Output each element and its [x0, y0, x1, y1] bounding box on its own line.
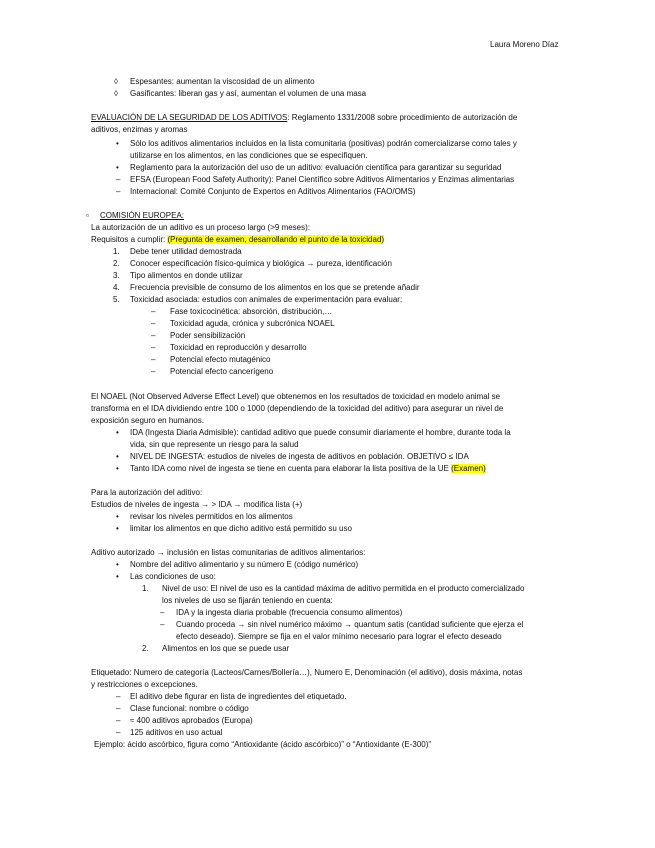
requirement-item: Debe tener utilidad demostrada [130, 247, 242, 256]
dash-icon: – [151, 331, 156, 340]
evaluation-bullet: Sólo los aditivos alimentarios incluidos en la lista comunitaria (positivas) podrán comercializarse como tales y [130, 139, 517, 148]
evaluation-bullet: Reglamento para la autorización del uso de un aditivo: evaluación científica para garantizar su seguridad [130, 163, 502, 172]
noael-line: exposición seguro en humanos. [91, 416, 204, 425]
toxicity-item: Poder sensibilización [170, 331, 246, 340]
intro-item: Espesantes: aumentan la viscosidad de un alimento [130, 77, 315, 86]
bullet-icon: • [116, 572, 119, 581]
dash-icon: – [160, 608, 165, 617]
dash-icon: – [151, 367, 156, 376]
noael-bullet: NIVEL DE INGESTA: estudios de niveles de ingesta de aditivos en población. OBJETIVO ≤ IDA [130, 452, 469, 461]
authorization-bullet: limitar los alimentos en que dicho aditivo está permitido su uso [130, 524, 352, 533]
dash-icon: – [151, 307, 156, 316]
labeling-dash: ≈ 400 aditivos aprobados (Europa) [130, 716, 253, 725]
labeling-line: Etiquetado: Numero de categoría (Lacteos/Carnes/Bollería…), Numero E, Denominación (el aditivo), dosis máxima, notas [91, 668, 523, 677]
square-icon: ▫ [86, 211, 89, 220]
number-marker: 5. [113, 295, 120, 304]
bullet-icon: • [116, 464, 119, 473]
condition-item: los niveles de uso se fijarán teniendo en cuenta: [162, 596, 333, 605]
noael-bullet: IDA (Ingesta Diaria Admisible): cantidad aditivo que puede consumir diariamente el hombre, durante toda la [130, 428, 511, 437]
toxicity-item: Potencial efecto cancerígeno [170, 367, 274, 376]
exam-highlight: (Examen) [451, 464, 486, 473]
bullet-icon: • [116, 428, 119, 437]
dash-icon: – [151, 355, 156, 364]
number-marker: 2. [142, 644, 149, 653]
bullet-icon: • [116, 524, 119, 533]
toxicity-item: Toxicidad en reproducción y desarrollo [170, 343, 307, 352]
diamond-icon: ◊ [114, 89, 118, 98]
dash-icon: – [116, 692, 121, 701]
authorization-line: Para la autorización del aditivo: [91, 488, 203, 497]
diamond-icon: ◊ [114, 77, 118, 86]
condition-item: Cuando proceda → sin nivel numérico máximo → quantum satis (cantidad suficiente que ejerza el [176, 620, 524, 629]
dash-icon: – [116, 187, 121, 196]
bullet-icon: • [116, 512, 119, 521]
dash-icon: – [116, 704, 121, 713]
bullet-icon: • [116, 163, 119, 172]
labeling-example: Ejemplo: ácido ascórbico, figura como “Antioxidante (ácido ascórbico)” o “Antioxidante (E-300)” [94, 740, 432, 749]
evaluation-dash: EFSA (European Food Safety Authority): Panel Científico sobre Aditivos Alimentarios y Enzimas alimentarias [130, 175, 515, 184]
bullet-icon: • [116, 560, 119, 569]
number-marker: 1. [142, 584, 149, 593]
authorization-line: Estudios de niveles de ingesta → > IDA → modifica lista (+) [91, 500, 303, 509]
evaluation-title: EVALUACIÓN DE LA SEGURIDAD DE LOS ADITIVOS [91, 113, 288, 122]
toxicity-item: Potencial efecto mutagénico [170, 355, 271, 364]
authorized-bullet: Las condiciones de uso: [130, 572, 216, 581]
evaluation-bullet: utilizarse en los alimentos, en las condiciones que se especifiquen. [130, 151, 368, 160]
number-marker: 1. [113, 247, 120, 256]
noael-bullet: Tanto IDA como nivel de ingesta se tiene en cuenta para elaborar la lista positiva de la UE (Examen) [130, 464, 486, 473]
authorized-line: Aditivo autorizado → inclusión en listas comunitarias de aditivos alimentarios: [91, 548, 366, 557]
dash-icon: – [151, 343, 156, 352]
dash-icon: – [151, 319, 156, 328]
labeling-dash: El aditivo debe figurar en lista de ingredientes del etiquetado. [130, 692, 347, 701]
bullet-icon: • [116, 139, 119, 148]
bullet-icon: • [116, 452, 119, 461]
intro-item: Gasificantes: liberan gas y así, aumentan el volumen de una masa [130, 89, 367, 98]
exam-highlight: (Pregunta de examen, desarrollando el punto de la toxicidad) [167, 235, 385, 244]
requirement-item: Tipo alimentos en donde utilizar [130, 271, 243, 280]
number-marker: 2. [113, 259, 120, 268]
number-marker: 4. [113, 283, 120, 292]
number-marker: 3. [113, 271, 120, 280]
evaluation-dash: Internacional: Comité Conjunto de Expertos en Aditivos Alimentarios (FAO/OMS) [130, 187, 416, 196]
noael-line: El NOAEL (Not Observed Adverse Effect Level) que obtenemos en los resultados de toxicidad en modelo animal se [91, 392, 501, 401]
condition-item: efecto deseado). Siempre se fija en el valor mínimo necesario para lograr el efecto deseado [176, 632, 502, 641]
requirement-item: Toxicidad asociada: estudios con animales de experimentación para evaluar: [130, 295, 403, 304]
authorized-bullet: Nombre del aditivo alimentario y su número E (código numérico) [130, 560, 359, 569]
labeling-line: y restricciones o excepciones. [91, 680, 198, 689]
noael-line: transforma en el IDA dividiendo entre 100 o 1000 (dependiendo de la toxicidad del aditivo) para asegurar un nivel de [91, 404, 504, 413]
authorization-bullet: revisar los niveles permitidos en los alimentos [130, 512, 293, 521]
toxicity-item: Fase toxicocinética: absorción, distribución,… [170, 307, 333, 316]
requirement-item: Frecuencia previsible de consumo de los alimentos en los que se pretende añadir [130, 283, 420, 292]
requirements-line: Requisitos a cumplir: (Pregunta de examen, desarrollando el punto de la toxicidad) [91, 235, 385, 244]
labeling-dash: Clase funcional: nombre o código [130, 704, 249, 713]
condition-item: Nivel de uso: El nivel de uso es la cantidad máxima de aditivo permitida en el producto comercializado [162, 584, 525, 593]
author-name: Laura Moreno Díaz [490, 40, 559, 49]
commission-line: La autorización de un aditivo es un proceso largo (>9 meses): [91, 223, 311, 232]
dash-icon: – [116, 728, 121, 737]
condition-item: Alimentos en los que se puede usar [162, 644, 290, 653]
labeling-dash: 125 aditivos en uso actual [130, 728, 223, 737]
commission-title: COMISIÓN EUROPEA: [100, 211, 185, 220]
condition-item: IDA y la ingesta diaria probable (frecuencia consumo alimentos) [176, 608, 403, 617]
evaluation-line: aditivos, enzimas y aromas [91, 125, 188, 134]
evaluation-line: EVALUACIÓN DE LA SEGURIDAD DE LOS ADITIVOS: Reglamento 1331/2008 sobre procedimiento de autorización de [91, 113, 518, 122]
dash-icon: – [116, 175, 121, 184]
noael-bullet: vida, sin que represente un riesgo para la salud [130, 440, 299, 449]
dash-icon: – [116, 716, 121, 725]
requirement-item: Conocer especificación físico-química y biológica → pureza, identificación [130, 259, 392, 268]
dash-icon: – [160, 620, 165, 629]
toxicity-item: Toxicidad aguda, crónica y subcrónica NOAEL [170, 319, 335, 328]
